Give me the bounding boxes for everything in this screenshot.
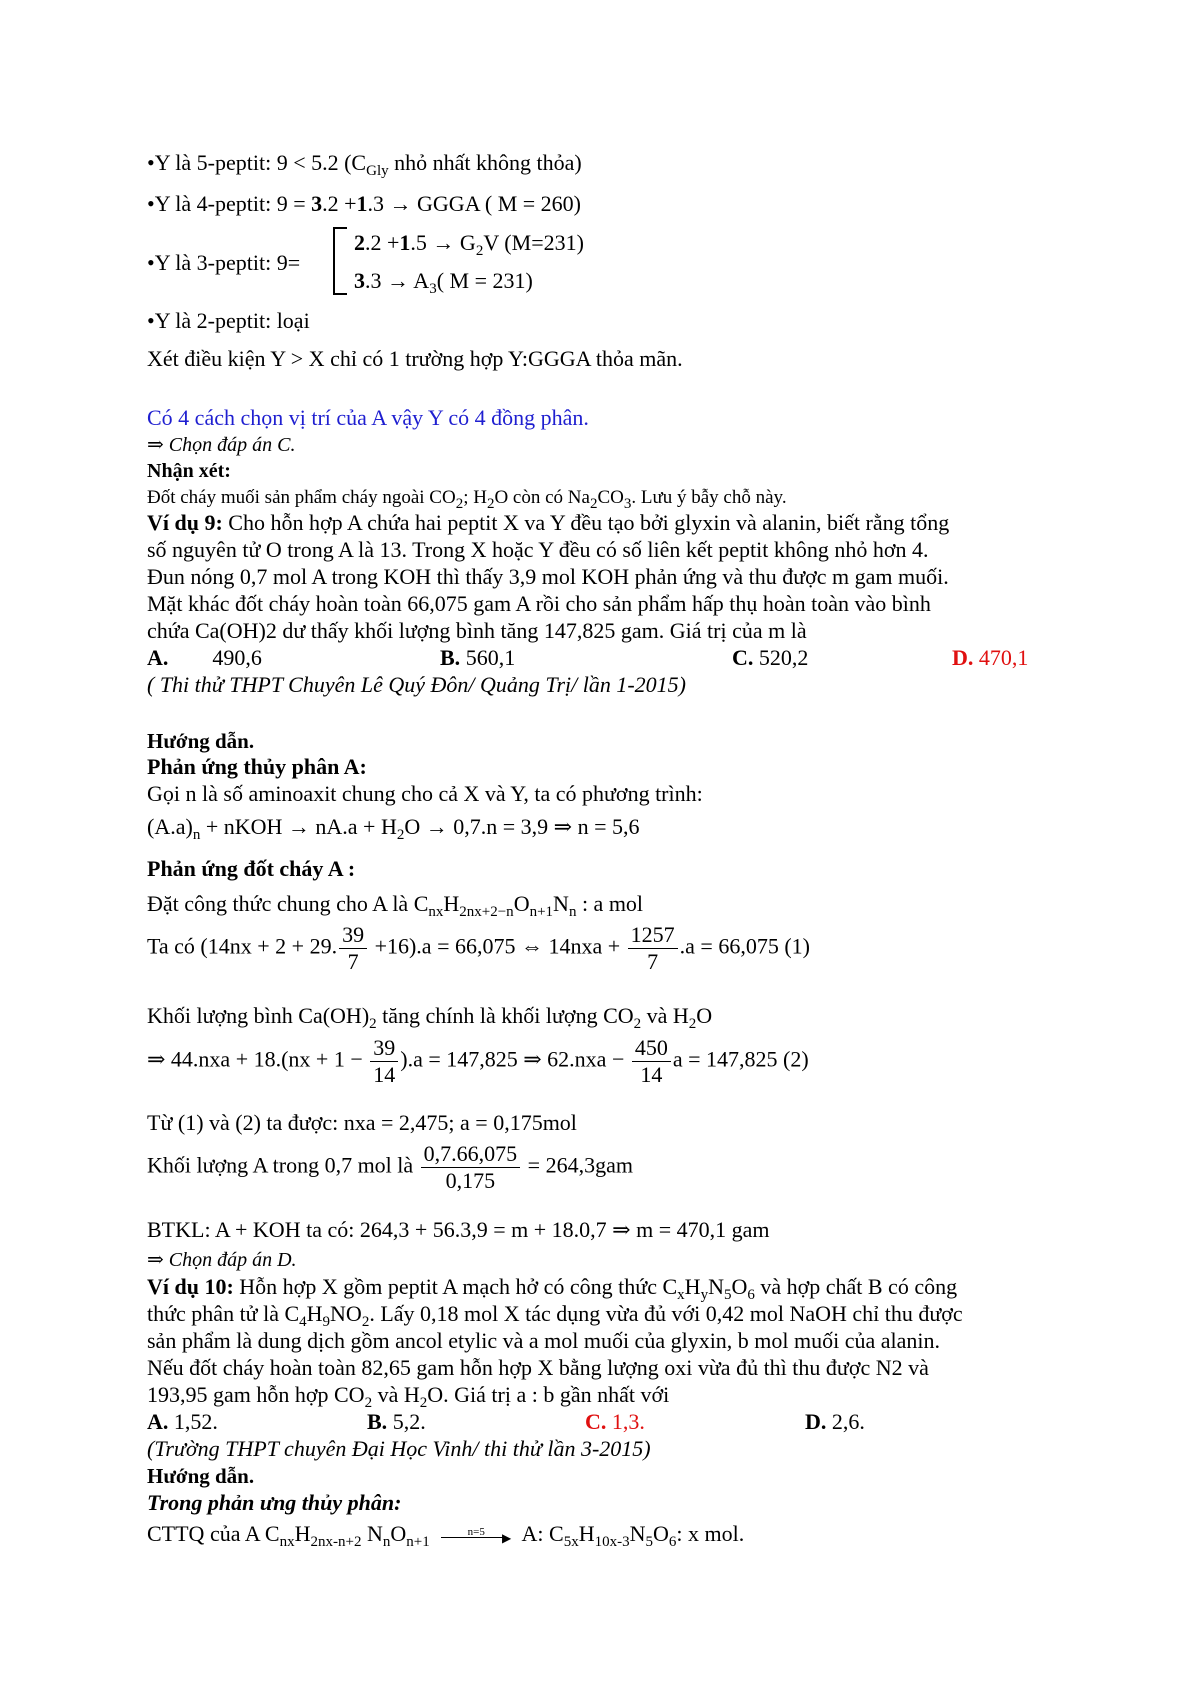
case-3-peptit-option-2: $3.3 \to A_3$( M = 231)	[354, 268, 533, 297]
vd9-line-2: số nguyên tử O trong A là 13. Trong X hoặc Y đều có số liên kết peptit không nhỏ hơn 4.	[147, 537, 929, 562]
fraction: $\frac{39}{14}$	[370, 1035, 398, 1088]
case-3-peptit-label: •Y là 3-peptit: 9=	[147, 250, 301, 275]
hd1-eq-mass: Khối lượng A trong 0,7 mol là $\frac{0,7.66,075}{0,175}$ = 264,3gam	[147, 1141, 633, 1193]
right-arrow-icon: n=5 ▶	[441, 1529, 511, 1543]
vd10-option-b: B. 5,2.	[367, 1409, 426, 1434]
hd1-sub-hydrolysis: Phản ứng thủy phân A:	[147, 754, 367, 779]
hd1-eq-1: Ta có (14nx + 2 + 29. $\frac{39}{7}$ +16).a = 66,075 ⇔ 14nxa + $\frac{1257}{7}$ .a = 66,075 (1)	[147, 922, 810, 974]
hd1-heading: Hướng dẫn.	[147, 729, 255, 753]
hd1-line-3: Khối lượng bình $Ca(OH)_2$ tăng chính là khối lượng $CO_2$ và $H_2O$	[147, 1003, 713, 1032]
fraction: $\frac{450}{14}$	[632, 1035, 671, 1088]
hd2-heading: Hướng dẫn.	[147, 1464, 255, 1488]
vd9-line-5: chứa Ca(OH)2 dư thấy khối lượng bình tăng 147,825 gam. Giá trị của m là	[147, 618, 807, 643]
case-3-peptit-option-1: $2.2 +1.5 \to G_2V$ (M=231)	[354, 230, 584, 259]
vd9-source: ( Thi thử THPT Chuyên Lê Quý Đôn/ Quảng Trị/ lần 1-2015)	[147, 672, 686, 697]
case-5-peptit: •Y là 5-peptit: 9 < 5.2 ($C_{Gly}$ nhỏ nhất không thỏa)	[147, 150, 582, 179]
vd10-source: (Trường THPT chuyên Đại Học Vinh/ thi thử lần 3-2015)	[147, 1436, 651, 1461]
hd1-eq-2: ⇒ 44.nxa + 18.(nx + 1 − $\frac{39}{14}$ ).a = 147,825 ⇒ 62.nxa − $\frac{450}{14}$ a = 147,825 (2)	[147, 1035, 809, 1087]
nhan-xet-text: Đốt cháy muối sản phẩm cháy ngoài $CO_2$; $H_2O$ còn có $Na_2CO_3$. Lưu ý bẫy chỗ này.	[147, 487, 787, 512]
nhan-xet-heading: Nhận xét:	[147, 460, 231, 482]
answer-c: ⇒ Chọn đáp án C.	[147, 434, 296, 456]
vd9-line-1: Ví dụ 9: Cho hỗn hợp A chứa hai peptit X va Y đều tạo bởi glyxin và alanin, biết rằng tổng	[147, 510, 950, 535]
hd1-eq-hydrolysis: $(A.a)_n$ + nKOH → $nA.a + H_2O \to 0,7.n = 3,9$ ⇒ n = 5,6	[147, 814, 640, 843]
vd10-line-1: Ví dụ 10: Hỗn hợp X gồm peptit A mạch hở có công thức $C_xH_yN_5O_6$ và hợp chất B có công	[147, 1274, 958, 1303]
hd1-btkl: BTKL: A + KOH ta có: 264,3 + 56.3,9 = m + 18.0,7 ⇒ m = 470,1 gam	[147, 1217, 770, 1242]
isomer-note: Có 4 cách chọn vị trí của A vậy Y có 4 đồng phân.	[147, 405, 589, 430]
vd10-line-5: 193,95 gam hỗn hợp $CO_2$ và $H_2O$. Giá trị a : b gần nhất với	[147, 1382, 670, 1411]
vd10-line-4: Nếu đốt cháy hoàn toàn 82,65 gam hỗn hợp X bằng lượng oxi vừa đủ thì thu được N2 và	[147, 1355, 929, 1380]
hd1-sub-combustion: Phản ứng đốt cháy A :	[147, 856, 356, 881]
vd10-option-c: C. 1,3.	[585, 1409, 645, 1434]
hd1-formula-line: Đặt công thức chung cho A là $C_{nx}H_{2nx+2-n}O_{n+1}N_n$ : a mol	[147, 891, 644, 920]
case-4-peptit: •Y là 4-peptit: 9 = 3.2 +1.3 → GGGA ( M = 260)	[147, 191, 581, 216]
vd9-option-a: A. 490,6	[147, 645, 262, 670]
vd10-line-2: thức phân tử là $C_4H_9NO_2$. Lấy 0,18 mol X tác dụng vừa đủ với 0,42 mol NaOH chỉ thu được	[147, 1301, 963, 1330]
case-2-peptit: •Y là 2-peptit: loại	[147, 308, 310, 333]
vd9-option-b: B. 560,1	[440, 645, 516, 670]
condition-text: Xét điều kiện Y > X chỉ có 1 trường hợp Y:GGGA thỏa mãn.	[147, 346, 683, 371]
fraction: $\frac{1257}{7}$	[628, 922, 678, 975]
fraction: $\frac{39}{7}$	[339, 922, 367, 975]
vd10-line-3: sản phẩm là dung dịch gồm ancol etylic và a mol muối của glyxin, b mol muối của alanin.	[147, 1328, 941, 1353]
vd10-option-a: A. 1,52.	[147, 1409, 218, 1434]
case-bracket	[333, 227, 347, 295]
vd10-option-d: D. 2,6.	[805, 1409, 865, 1434]
hd2-cttq-line: CTTQ của A $C_{nx}H_{2nx-n+2}$ $N_nO_{n+1}$ n=5 ▶ A: $C_{5x}H_{10x-3}N_5O_6$: x mol.	[147, 1521, 745, 1550]
vd9-line-4: Mặt khác đốt cháy hoàn toàn 66,075 gam A rồi cho sản phẩm hấp thụ hoàn toàn vào bình	[147, 591, 931, 616]
hd1-line-1: Gọi n là số aminoaxit chung cho cả X và Y, ta có phương trình:	[147, 781, 703, 806]
vd9-option-c: C. 520,2	[732, 645, 809, 670]
vd9-line-3: Đun nóng 0,7 mol A trong KOH thì thấy 3,9 mol KOH phản ứng và thu được m gam muối.	[147, 564, 949, 589]
hd1-line-4: Từ (1) và (2) ta được: nxa = 2,475; a = 0,175mol	[147, 1110, 577, 1135]
hd2-sub-hydrolysis: Trong phản ưng thủy phân:	[147, 1490, 402, 1515]
answer-d: ⇒ Chọn đáp án D.	[147, 1249, 297, 1271]
vd9-option-d: D. 470,1	[952, 645, 1029, 670]
fraction: $\frac{0,7.66,075}{0,175}$	[421, 1141, 521, 1194]
